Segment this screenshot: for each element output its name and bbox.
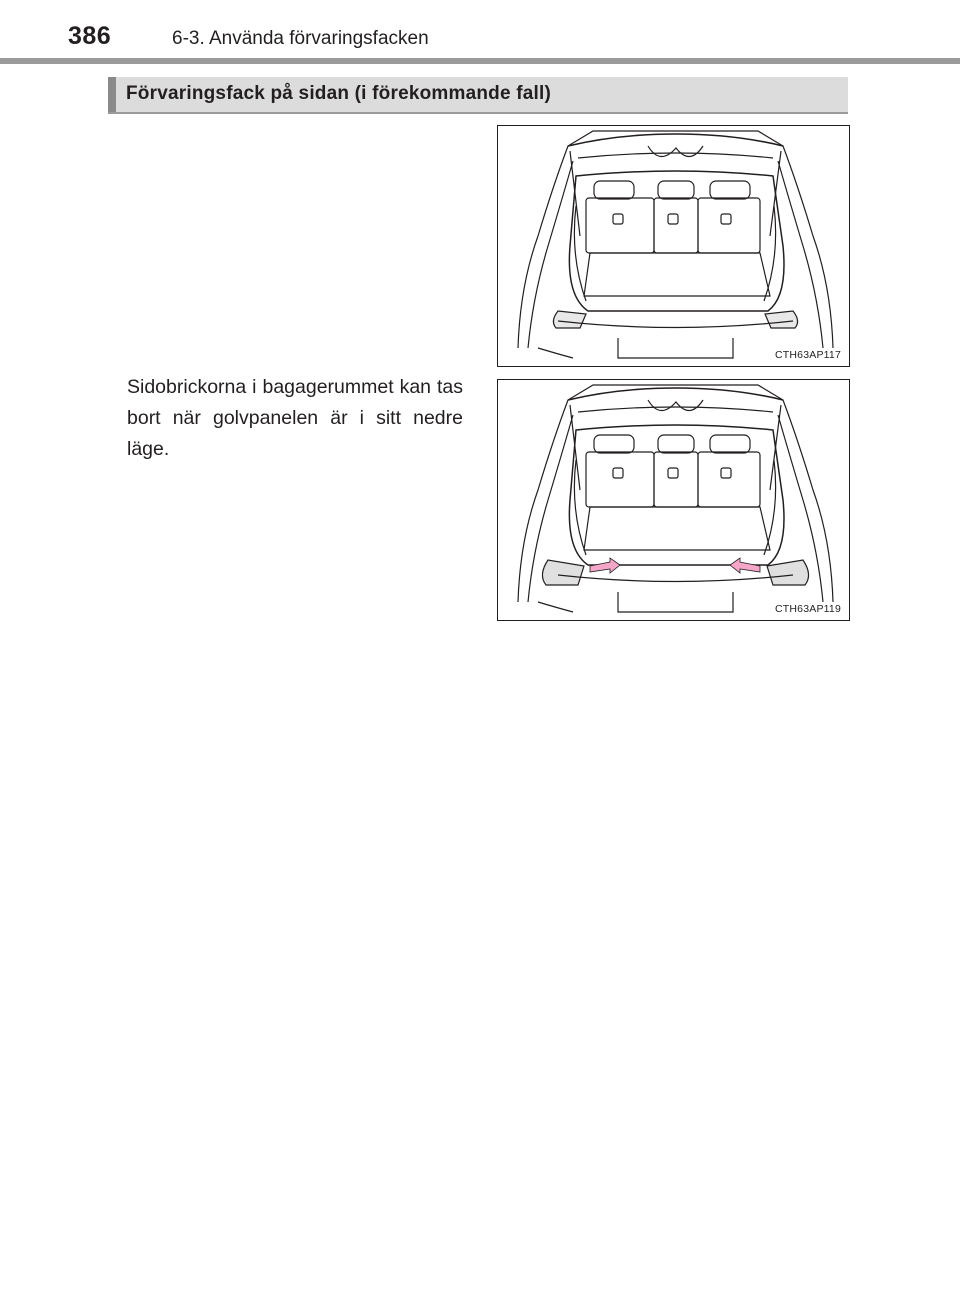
section-title: Förvaringsfack på sidan (i förekommande fall): [126, 83, 551, 104]
body-paragraph: Sidobrickorna i bagagerummet kan tas bort när golvpanelen är i sitt nedre läge.: [127, 376, 463, 460]
page-header: [0, 0, 960, 68]
section-marker: [108, 77, 116, 112]
figure-code: CTH63AP119: [774, 603, 841, 615]
header-rule: [0, 58, 960, 64]
figure-trunk-trays-installed: [497, 125, 850, 367]
section-heading: [108, 77, 848, 112]
chapter-title: 6-3. Använda förvaringsfacken: [172, 28, 429, 49]
figure-trunk-trays-removal: [497, 379, 850, 621]
arrow-left-tray-icon: [590, 558, 620, 573]
page-number: 386: [68, 22, 112, 50]
figure-code: CTH63AP117: [774, 349, 841, 361]
trunk-illustration: [498, 126, 849, 366]
trunk-illustration-arrows: [498, 380, 849, 620]
arrow-right-tray-icon: [730, 558, 760, 573]
section-underline: [108, 112, 848, 114]
